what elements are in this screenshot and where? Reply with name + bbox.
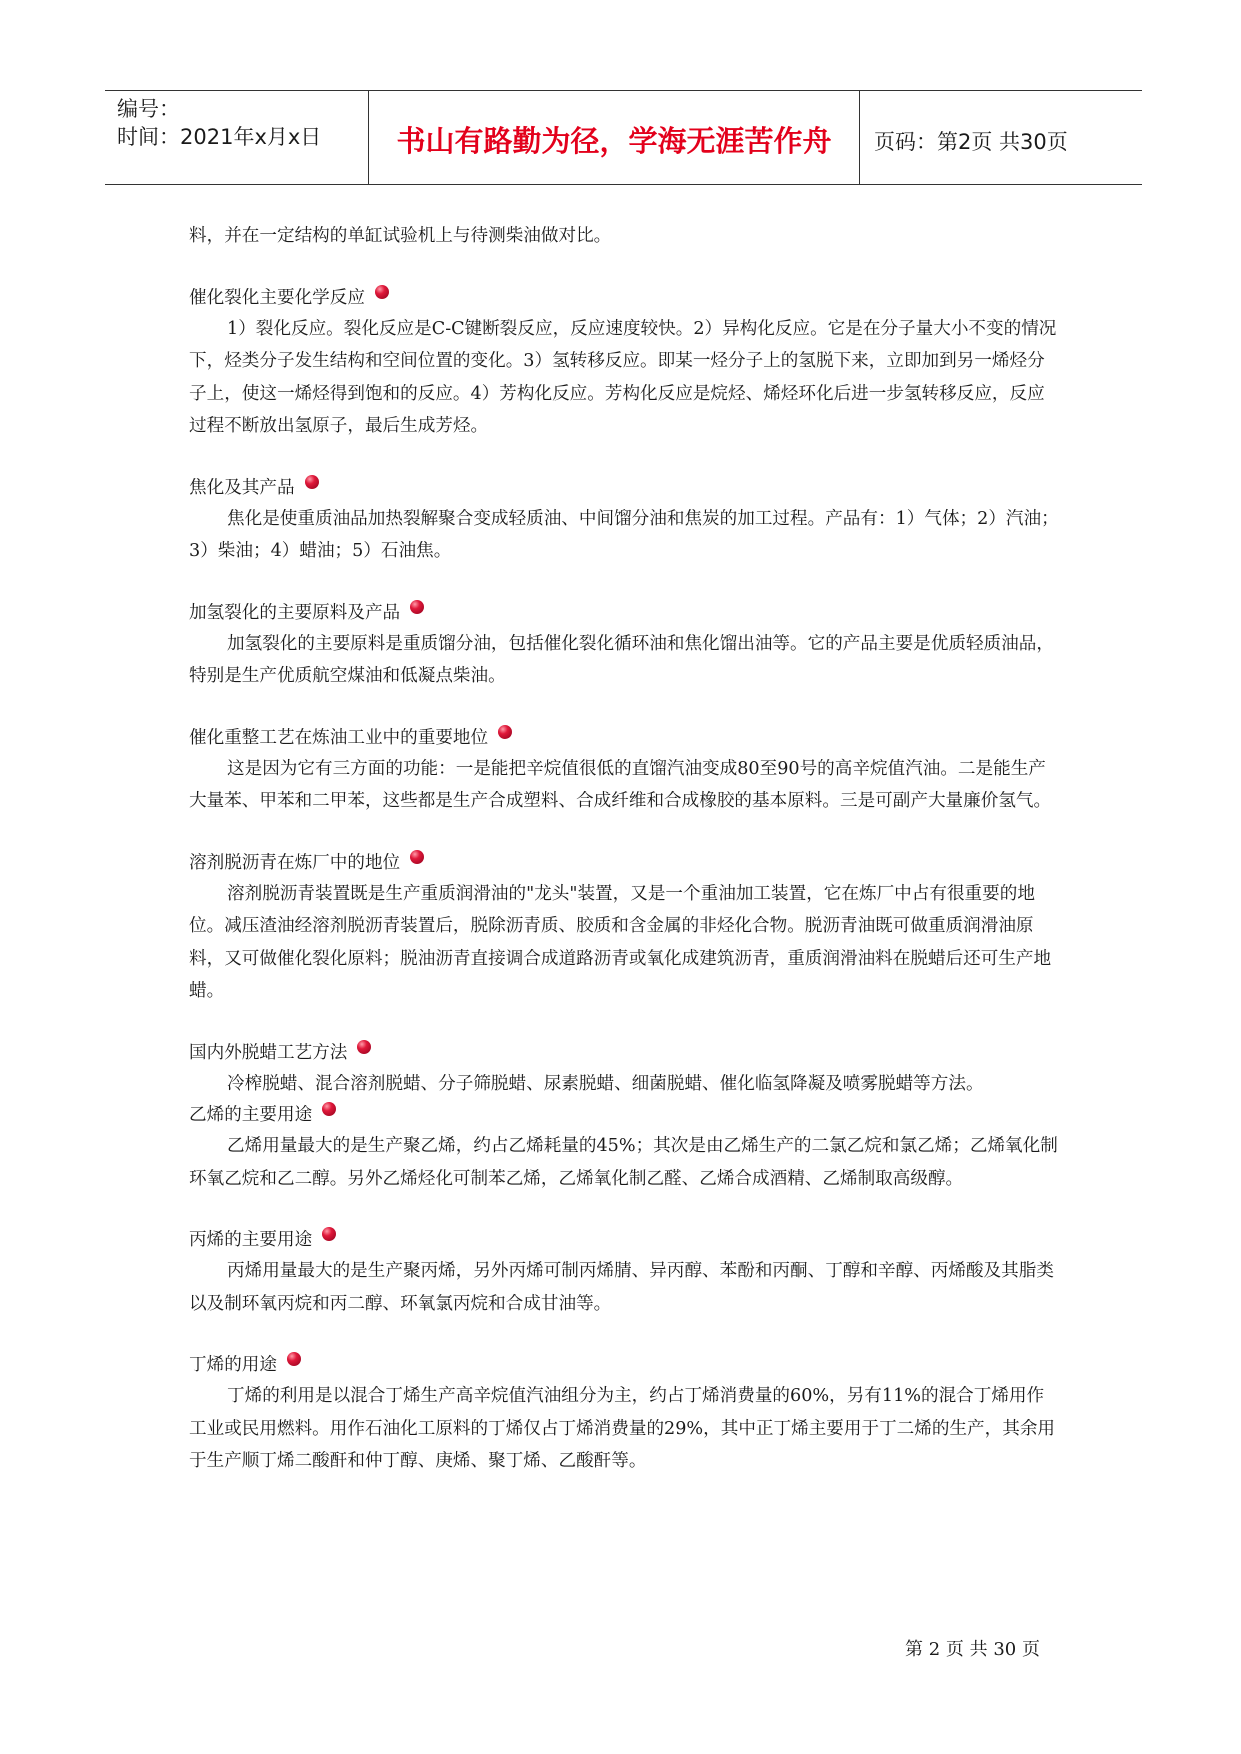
red-bullet-icon — [410, 850, 424, 864]
section — [189, 473, 1061, 568]
red-bullet-icon — [357, 1040, 371, 1054]
red-bullet-icon — [322, 1102, 336, 1116]
serial-label: 编号： — [117, 97, 180, 121]
header-info-cell — [105, 91, 369, 184]
section-title-text: 丙烯的主要用途 — [189, 1230, 313, 1250]
red-bullet-icon — [410, 600, 424, 614]
section-title-text: 加氢裂化的主要原料及产品 — [189, 602, 401, 623]
section — [189, 1350, 1061, 1478]
page-number-label: 页码：第2页 共30页 — [874, 130, 1068, 154]
red-bullet-icon — [322, 1227, 336, 1241]
section-body: 加氢裂化的主要原料是重质馏分油，包括催化裂化循环油和焦化馏出油等。它的产品主要是优质轻质油品，特别是生产优质航空煤油和低凝点柴油。 — [189, 633, 1054, 686]
page-header — [105, 90, 1142, 185]
section-title — [189, 723, 1061, 753]
lead-paragraph: 料，并在一定结构的单缸试验机上与待测柴油做对比。 — [189, 226, 612, 246]
page-footer: 第 2 页 共 30 页 — [905, 1639, 1040, 1660]
red-bullet-icon — [375, 285, 389, 299]
section — [189, 848, 1061, 1008]
header-page-cell — [860, 91, 1142, 184]
section-body: 冷榨脱蜡、混合溶剂脱蜡、分子筛脱蜡、尿素脱蜡、细菌脱蜡、催化临氢降凝及喷雾脱蜡等方法。 — [227, 1073, 984, 1094]
section-title-text: 溶剂脱沥青在炼厂中的地位 — [189, 852, 401, 873]
section-title-text: 乙烯的主要用途 — [189, 1105, 313, 1125]
section-body: 1）裂化反应。裂化反应是C-C键断裂反应，反应速度较快。2）异构化反应。它是在分子量大小不变的情况下，烃类分子发生结构和空间位置的变化。3）氢转移反应。即某一烃分子上的氢脱下来，立即加到另一烯烃分子上，使这一烯烃得到饱和的反应。4）芳构化反应。芳构化反应是烷烃、烯烃环化后进一步氢转移反应，反应过程不断放出氢原子，最后生成芳烃。 — [189, 318, 1057, 436]
section-body: 丙烯用量最大的是生产聚丙烯，另外丙烯可制丙烯腈、异丙醇、苯酚和丙酮、丁醇和辛醇、丙烯酸及其脂类以及制环氧丙烷和丙二醇、环氧氯丙烷和合成甘油等。 — [189, 1261, 1054, 1314]
header-motto-cell — [369, 91, 860, 184]
section-title — [189, 1225, 1061, 1255]
section — [189, 598, 1061, 693]
section-title — [189, 1100, 1061, 1130]
section — [189, 283, 1061, 443]
section-title — [189, 848, 1061, 878]
section-title — [189, 1350, 1061, 1380]
section-body: 溶剂脱沥青装置既是生产重质润滑油的"龙头"装置，又是一个重油加工装置，它在炼厂中占有很重要的地位。减压渣油经溶剂脱沥青装置后，脱除沥青质、胶质和含金属的非烃化合物。脱沥青油既可做重质润滑油原料，又可做催化裂化原料；脱油沥青直接调合成道路沥青或氧化成建筑沥青，重质润滑油料在脱蜡后还可生产地蜡。 — [189, 883, 1052, 1001]
section — [189, 723, 1061, 818]
section-title — [189, 283, 1061, 313]
section — [189, 1225, 1061, 1320]
time-label: 时间：2021年x月x日 — [117, 125, 322, 149]
section-body: 丁烯的利用是以混合丁烯生产高辛烷值汽油组分为主，约占丁烯消费量的60%，另有11%的混合丁烯用作工业或民用燃料。用作石油化工原料的丁烯仅占丁烯消费量的29%，其中正丁烯主要用于丁二烯的生产，其余用于生产顺丁烯二酸酐和仲丁醇、庚烯、聚丁烯、乙酸酐等。 — [189, 1386, 1056, 1471]
section-body: 乙烯用量最大的是生产聚乙烯，约占乙烯耗量的45%；其次是由乙烯生产的二氯乙烷和氯乙烯；乙烯氧化制环氧乙烷和乙二醇。另外乙烯烃化可制苯乙烯，乙烯氧化制乙醛、乙烯合成酒精、乙烯制取高级醇。 — [189, 1136, 1058, 1189]
motto: 书山有路勤为径，学海无涯苦作舟 — [396, 124, 832, 158]
section-title-text: 催化裂化主要化学反应 — [189, 287, 365, 308]
section — [189, 1100, 1061, 1195]
section-title — [189, 473, 1061, 503]
section-title — [189, 598, 1061, 628]
document-body — [189, 220, 1061, 1478]
section — [189, 1038, 1061, 1101]
section-title-text: 焦化及其产品 — [189, 477, 295, 498]
section-title-text: 国内外脱蜡工艺方法 — [189, 1042, 348, 1063]
section-title — [189, 1038, 1061, 1068]
red-bullet-icon — [287, 1352, 301, 1366]
section-title-text: 丁烯的用途 — [189, 1355, 277, 1375]
red-bullet-icon — [305, 475, 319, 489]
red-bullet-icon — [498, 725, 512, 739]
section-body: 焦化是使重质油品加热裂解聚合变成轻质油、中间馏分油和焦炭的加工过程。产品有：1）气体；2）汽油；3）柴油；4）蜡油；5）石油焦。 — [189, 508, 1059, 561]
section-title-text: 催化重整工艺在炼油工业中的重要地位 — [189, 727, 489, 748]
section-body: 这是因为它有三方面的功能：一是能把辛烷值很低的直馏汽油变成80至90号的高辛烷值汽油。二是能生产大量苯、甲苯和二甲苯，这些都是生产合成塑料、合成纤维和合成橡胶的基本原料。三是可副产大量廉价氢气。 — [189, 758, 1052, 811]
